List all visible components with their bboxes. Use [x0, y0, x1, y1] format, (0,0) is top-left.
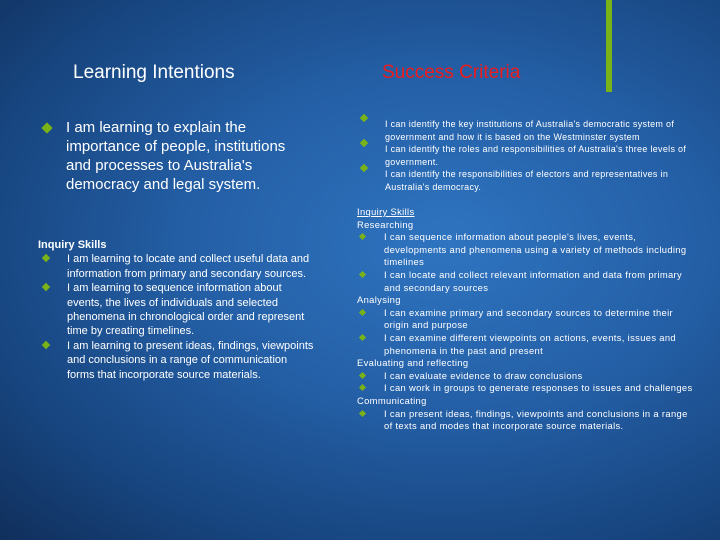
communicating-label: Communicating: [357, 394, 427, 406]
list-item: [357, 370, 697, 383]
criteria-text: I can identify the roles and responsibilities of Australia's three levels of government.: [385, 144, 687, 167]
list-item: [38, 339, 314, 382]
diamond-bullet-icon: [359, 233, 366, 240]
diamond-bullet-icon: [42, 283, 50, 291]
inquiry-item-text: I am learning to locate and collect useful data and information from primary and secondary sources.: [67, 253, 310, 280]
analysing-item-text: I can examine different viewpoints on actions, events, issues and phenomena in the past and present: [384, 331, 677, 356]
communicating-item-text: I can present ideas, findings, viewpoints and conclusions in a range of texts and modes that incorporate source materials.: [384, 407, 688, 432]
diamond-bullet-icon: [41, 122, 52, 133]
list-item: [357, 307, 697, 332]
learning-intention-list: [44, 118, 314, 194]
list-item: [360, 168, 700, 193]
inquiry-skills-title: Inquiry Skills: [357, 206, 415, 217]
diamond-bullet-icon: [42, 254, 50, 262]
evaluating-item-text: I can evaluate evidence to draw conclusions: [384, 369, 583, 381]
diamond-bullet-icon: [359, 309, 366, 316]
criteria-text: I can identify the key institutions of Australia's democratic system of government and how it is based on the Westminster system: [385, 119, 675, 142]
intention-text: I am learning to explain the importance of people, institutions and processes to Australia's democracy and legal system.: [66, 119, 286, 193]
diamond-bullet-icon: [359, 372, 366, 379]
success-criteria-list: [360, 118, 700, 194]
success-criteria-heading: Success Criteria: [382, 62, 521, 83]
diamond-bullet-icon: [359, 334, 366, 341]
list-item: [38, 281, 314, 339]
learning-intentions-heading: Learning Intentions: [73, 62, 235, 83]
evaluating-label: Evaluating and reflecting: [357, 357, 469, 369]
left-inquiry-skills: [38, 238, 314, 382]
list-item: [357, 408, 697, 433]
criteria-text: I can identify the responsibilities of electors and representatives in Australia's democracy.: [385, 169, 669, 192]
inquiry-item-text: I am learning to sequence information about events, the lives of individuals and selected phenomena in chronological order and represent time by creating timelines.: [67, 282, 305, 338]
diamond-bullet-icon: [360, 114, 368, 122]
list-item: [360, 143, 700, 168]
list-item: [357, 332, 697, 357]
researching-item-text: I can locate and collect relevant information and data from primary and secondary sources: [384, 268, 683, 293]
list-item: [357, 382, 697, 395]
list-item: [38, 252, 314, 281]
researching-item-text: I can sequence information about people's lives, events, developments and phenomena using a variety of methods including timelines: [384, 231, 687, 268]
diamond-bullet-icon: [359, 409, 366, 416]
right-inquiry-skills: [357, 206, 697, 433]
diamond-bullet-icon: [359, 271, 366, 278]
list-item: [357, 269, 697, 294]
analysing-label: Analysing: [357, 294, 401, 306]
accent-bar: [606, 0, 612, 92]
evaluating-item-text: I can work in groups to generate responses to issues and challenges: [384, 382, 693, 394]
researching-label: Researching: [357, 218, 414, 230]
list-item: [360, 118, 700, 143]
inquiry-skills-title: Inquiry Skills: [38, 239, 107, 251]
diamond-bullet-icon: [42, 341, 50, 349]
list-item: [357, 231, 697, 269]
diamond-bullet-icon: [359, 384, 366, 391]
list-item: [44, 118, 314, 194]
inquiry-item-text: I am learning to present ideas, findings, viewpoints and conclusions in a range of communication forms that incorporate source materials.: [67, 339, 314, 381]
analysing-item-text: I can examine primary and secondary sources to determine their origin and purpose: [384, 306, 674, 331]
